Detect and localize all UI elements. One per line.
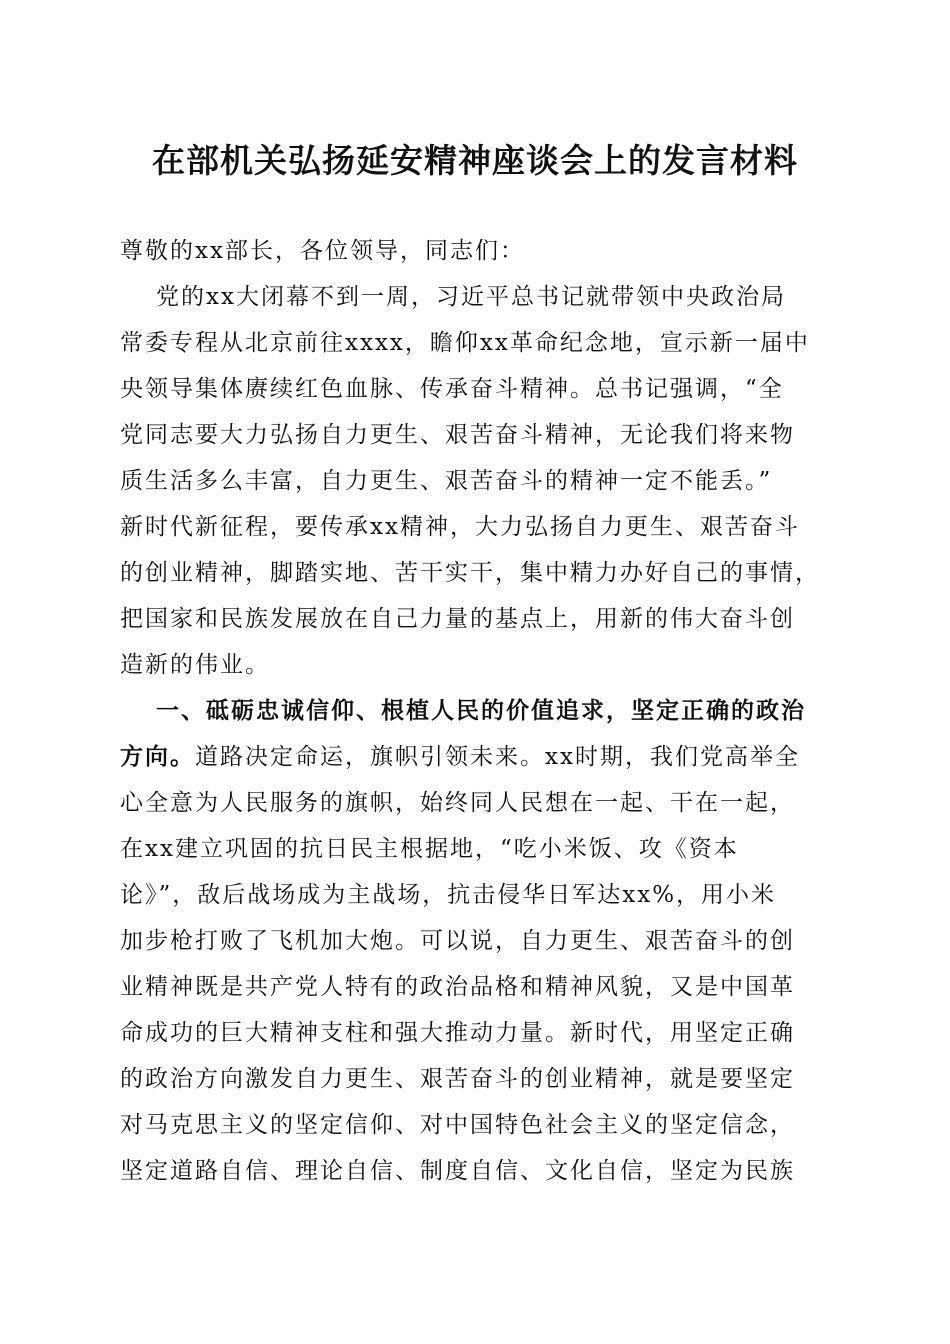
- paragraph-line: 的创业精神，脚踏实地、苦干实干，集中精力办好自己的事情，: [120, 560, 820, 586]
- paragraph-line: 党的xx大闭幕不到一周，习近平总书记就带领中央政治局: [156, 284, 786, 310]
- section-heading-end: 方向。: [120, 744, 195, 770]
- section-heading: 一、砥砺忠诚信仰、根植人民的价值追求，坚定正确的政治: [156, 698, 806, 724]
- paragraph-line: 坚定道路自信、理论自信、制度自信、文化自信，坚定为民族: [120, 1158, 795, 1184]
- paragraph-line: 造新的伟业。: [120, 652, 270, 678]
- paragraph-line: 常委专程从北京前往xxxx，瞻仰xx革命纪念地，宣示新一届中: [120, 330, 810, 356]
- paragraph-line: 加步枪打败了飞机加大炮。可以说，自力更生、艰苦奋斗的创: [120, 928, 795, 954]
- section-heading-continuation: [120, 734, 832, 780]
- paragraph-line: 业精神既是共产党人特有的政治品格和精神风貌，又是中国革: [120, 974, 795, 1000]
- document-body: [120, 228, 832, 1194]
- paragraph-line: 心全意为人民服务的旗帜，始终同人民想在一起、干在一起，: [120, 790, 795, 816]
- paragraph-line: 新时代新征程，要传承xx精神，大力弘扬自力更生、艰苦奋斗: [120, 514, 800, 540]
- paragraph-line: 央领导集体赓续红色血脉、传承奋斗精神。总书记强调，“全: [120, 376, 784, 402]
- paragraph-line: 的政治方向激发自力更生、艰苦奋斗的创业精神，就是要坚定: [120, 1066, 795, 1092]
- paragraph-line: 对马克思主义的坚定信仰、对中国特色社会主义的坚定信念，: [120, 1112, 795, 1138]
- paragraph-line: 命成功的巨大精神支柱和强大推动力量。新时代，用坚定正确: [120, 1020, 795, 1046]
- document-title: 在部机关弘扬延安精神座谈会上的发言材料: [152, 141, 798, 180]
- salutation: 尊敬的xx部长，各位领导，同志们：: [120, 238, 525, 264]
- paragraph-line: 在xx建立巩固的抗日民主根据地，“吃小米饭、攻《资本: [120, 836, 739, 862]
- paragraph-line: 论》”，敌后战场成为主战场，抗击侵华日军达xx%，用小米: [120, 882, 777, 908]
- paragraph-text: 道路决定命运，旗帜引领未来。xx时期，我们党高举全: [195, 744, 800, 770]
- paragraph-line: 质生活多么丰富，自力更生、艰苦奋斗的精神一定不能丢。”: [120, 468, 773, 494]
- paragraph-line: 把国家和民族发展放在自己力量的基点上，用新的伟大奋斗创: [120, 606, 795, 632]
- paragraph-line: 党同志要大力弘扬自力更生、艰苦奋斗精神，无论我们将来物: [120, 422, 795, 448]
